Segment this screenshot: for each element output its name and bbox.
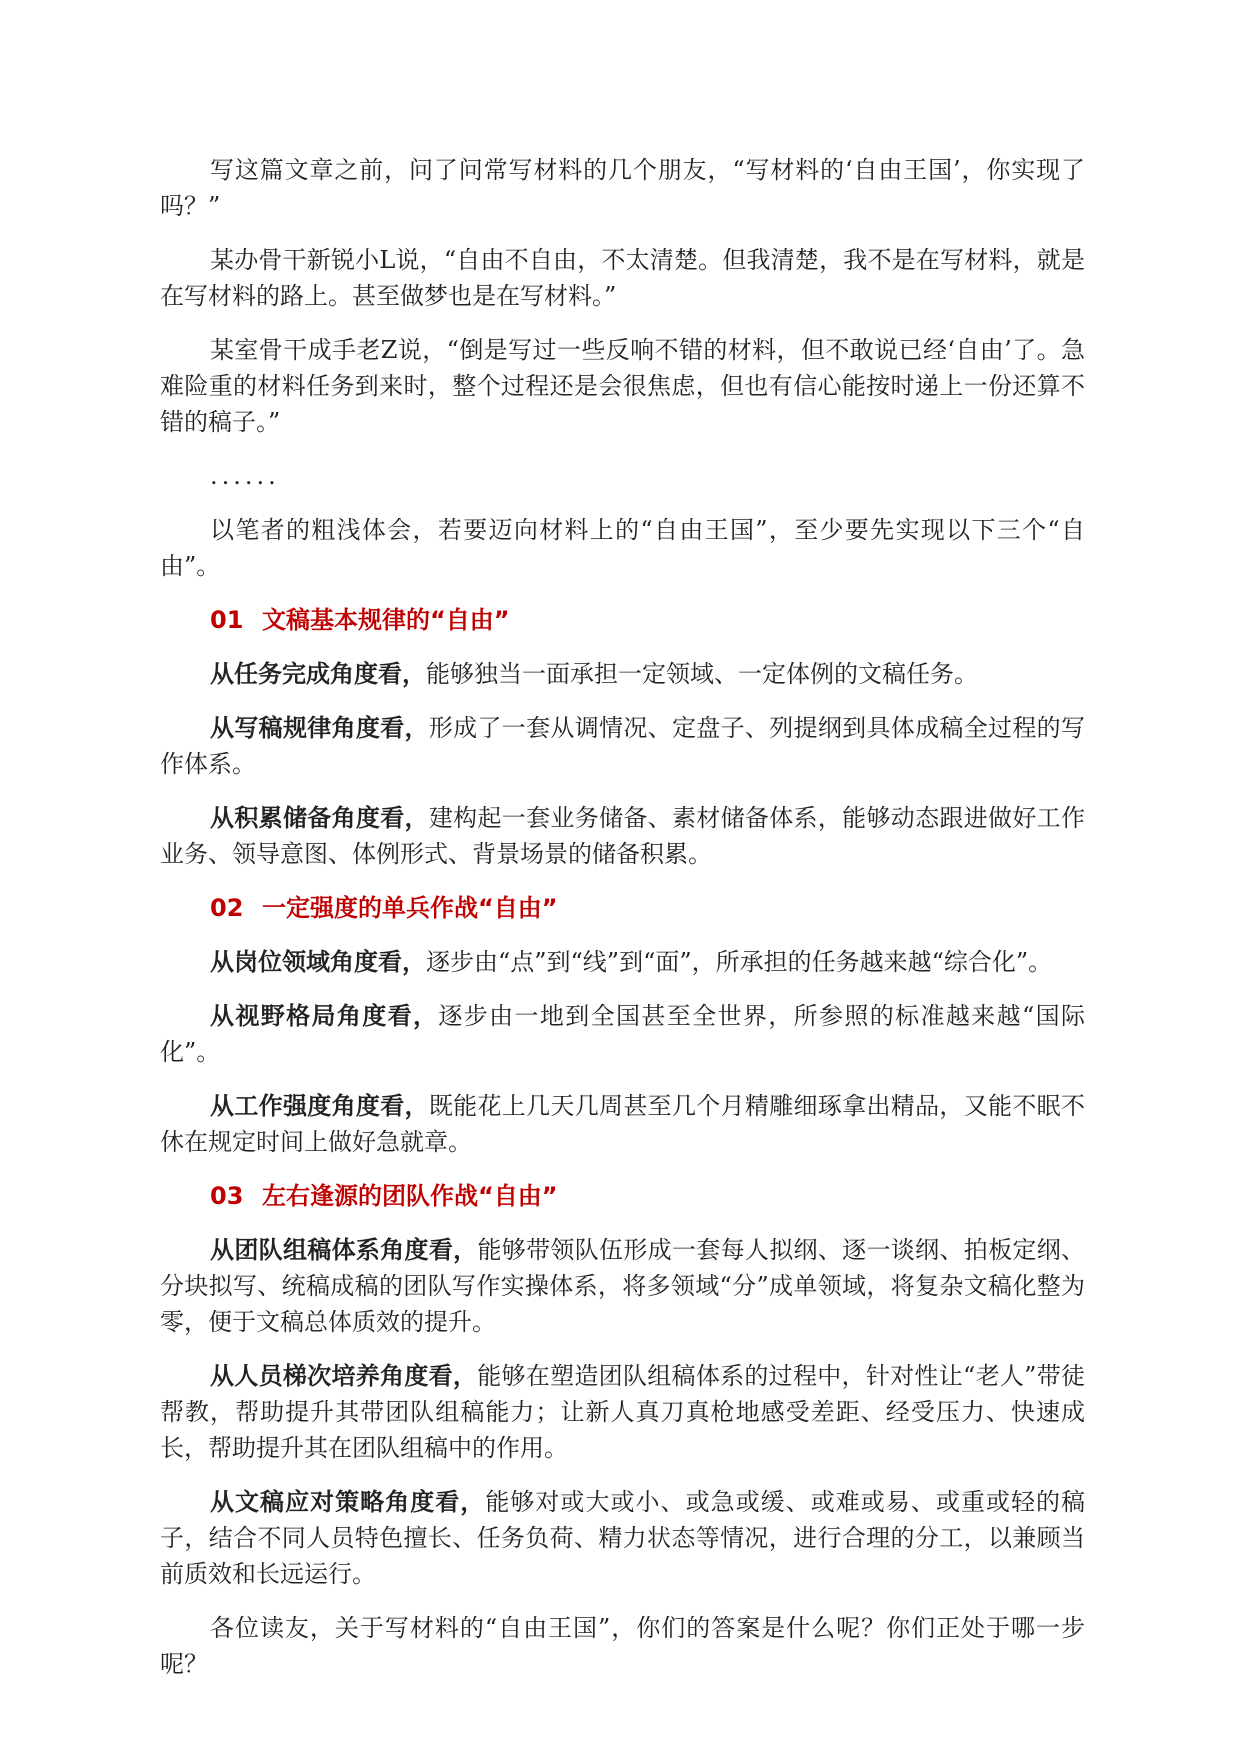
point-text: 能够带领队伍形成一套每人拟纲、逐一谈纲、拍板定纲、分块拟写、统稿成稿的团队写作实操体系，将多领域“分”成单领域，将复杂文稿化整为零，便于文稿总体质效的提升。 (160, 1236, 1086, 1336)
section-number: 01 (210, 606, 244, 634)
point-text: 能够对或大或小、或急或缓、或难或易、或重或轻的稿子，结合不同人员特色擅长、任务负荷、精力状态等情况，进行合理的分工，以兼顾当前质效和长远运行。 (160, 1488, 1086, 1588)
transition-paragraph: 以笔者的粗浅体会，若要迈向材料上的“自由王国”，至少要先实现以下三个“自由”。 (160, 516, 1085, 580)
section-point (160, 1358, 1085, 1466)
section-point (160, 710, 1085, 782)
section-title: 左右逢源的团队作战“自由” (262, 1182, 558, 1210)
ellipsis: ...... (210, 462, 280, 490)
point-text: 形成了一套从调情况、定盘子、列提纲到具体成稿全过程的写作体系。 (160, 714, 1085, 778)
point-text: 既能花上几天几周甚至几个月精雕细琢拿出精品，又能不眠不休在规定时间上做好急就章。 (160, 1092, 1085, 1156)
point-lead: 从团队组稿体系角度看， (210, 1236, 478, 1264)
article (160, 152, 1085, 1700)
point-lead: 从人员梯次培养角度看， (210, 1362, 478, 1390)
section-point (160, 1484, 1085, 1592)
section-point (160, 800, 1085, 872)
point-lead: 从写稿规律角度看， (210, 714, 429, 742)
point-lead: 从任务完成角度看， (210, 660, 426, 688)
section-heading-02 (160, 890, 1085, 926)
point-text: 逐步由“点”到“线”到“面”，所承担的任务越来越“综合化”。 (426, 948, 1053, 976)
point-text: 建构起一套业务储备、素材储备体系，能够动态跟进做好工作业务、领导意图、体例形式、背景场景的储备积累。 (160, 804, 1085, 868)
section-point (160, 1088, 1085, 1160)
point-text: 能够在塑造团队组稿体系的过程中，针对性让“老人”带徒帮教，帮助提升其带团队组稿能力；让新人真刀真枪地感受差距、经受压力、快速成长，帮助提升其在团队组稿中的作用。 (160, 1362, 1085, 1462)
closing-paragraph: 各位读友，关于写材料的“自由王国”，你们的答案是什么呢？你们正处于哪一步呢？ (160, 1614, 1085, 1678)
section-heading-03 (160, 1178, 1085, 1214)
point-lead: 从积累储备角度看， (210, 804, 429, 832)
section-point (160, 998, 1085, 1070)
section-title: 文稿基本规律的“自由” (262, 606, 510, 634)
point-lead: 从工作强度角度看， (210, 1092, 429, 1120)
section-point (160, 656, 1085, 692)
point-text: 能够独当一面承担一定领域、一定体例的文稿任务。 (426, 660, 978, 688)
intro-paragraph-3: 某室骨干成手老Z说，“倒是写过一些反响不错的材料，但不敢说已经‘自由’了。急难险重的材料任务到来时，整个过程还是会很焦虑，但也有信心能按时递上一份还算不错的稿子。” (160, 336, 1085, 436)
section-heading-01 (160, 602, 1085, 638)
point-lead: 从视野格局角度看， (210, 1002, 439, 1030)
section-point (160, 1232, 1085, 1340)
point-lead: 从文稿应对策略角度看， (210, 1488, 486, 1516)
point-text: 逐步由一地到全国甚至全世界，所参照的标准越来越“国际化”。 (160, 1002, 1085, 1066)
section-point (160, 944, 1085, 980)
section-number: 03 (210, 1182, 244, 1210)
intro-paragraph-1: 写这篇文章之前，问了问常写材料的几个朋友，“写材料的‘自由王国’，你实现了吗？” (160, 156, 1085, 220)
intro-paragraph-2: 某办骨干新锐小L说，“自由不自由，不太清楚。但我清楚，我不是在写材料，就是在写材料的路上。甚至做梦也是在写材料。” (160, 246, 1085, 310)
section-number: 02 (210, 894, 244, 922)
section-title: 一定强度的单兵作战“自由” (262, 894, 558, 922)
point-lead: 从岗位领域角度看， (210, 948, 426, 976)
